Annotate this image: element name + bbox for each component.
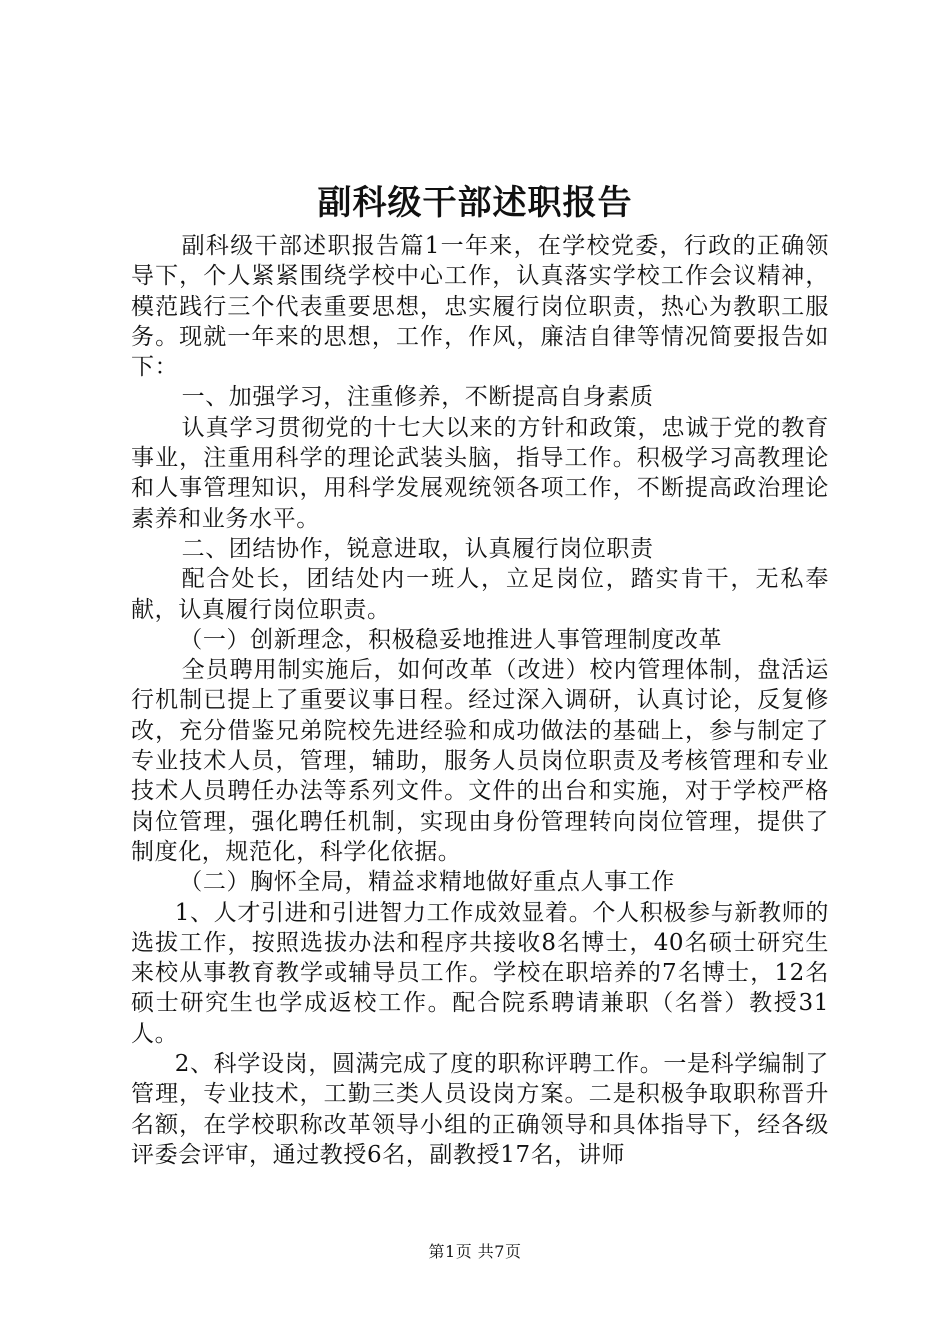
section-1-paragraph: 认真学习贯彻党的十七大以来的方针和政策，忠诚于党的教育事业，注重用科学的理论武装头脑，指导工作。积极学习高教理论和人事管理知识，用科学发展观统领各项工作，不断提高政治理论素养和业务水平。 xyxy=(131,414,829,532)
section-heading-2: 二、团结协作，锐意进取，认真履行岗位职责 xyxy=(181,535,654,562)
numbered-paragraph-1: 1、人才引进和引进智力工作成效显着。个人积极参与新教师的选拔工作，按照选拔办法和程序共接收8名博士，40名硕士研究生来校从事教育教学或辅导员工作。学校在职培养的7名博士，12名硕士研究生也学成返校工作。配合院系聘请兼职（名誉）教授31人。 xyxy=(131,899,829,1047)
section-2-paragraph: 配合处长，团结处内一班人，立足岗位，踏实肯干，无私奉献，认真履行岗位职责。 xyxy=(131,566,829,623)
intro-paragraph: 副科级干部述职报告篇1一年来，在学校党委，行政的正确领导下，个人紧紧围绕学校中心工作，认真落实学校工作会议精神，模范践行三个代表重要思想，忠实履行岗位职责，热心为教职工服务。现就一年来的思想，工作，作风，廉洁自律等情况简要报告如下： xyxy=(131,233,829,381)
subsection-heading-1: （一）创新理念，积极稳妥地推进人事管理制度改革 xyxy=(179,626,723,653)
document-title: 副科级干部述职报告 xyxy=(317,183,633,223)
section-heading-1: 一、加强学习，注重修养，不断提高自身素质 xyxy=(181,384,654,411)
document-body xyxy=(131,231,829,1170)
subsection-1-paragraph: 全员聘用制实施后，如何改革（改进）校内管理体制，盘活运行机制已提上了重要议事日程。经过深入调研，认真讨论，反复修改，充分借鉴兄弟院校先进经验和成功做法的基础上，参与制定了专业技术人员，管理，辅助，服务人员岗位职责及考核管理和专业技术人员聘任办法等系列文件。文件的出台和实施，对于学校严格岗位管理，强化聘任机制，实现由身份管理转向岗位管理，提供了制度化，规范化，科学化依据。 xyxy=(131,657,829,865)
page-footer: 第1页 共7页 xyxy=(428,1242,522,1261)
numbered-paragraph-2: 2、科学设岗，圆满完成了度的职称评聘工作。一是科学编制了管理，专业技术，工勤三类人员设岗方案。二是积极争取职称晋升名额，在学校职称改革领导小组的正确领导和具体指导下，经各级评委会评审，通过教授6名，副教授17名，讲师 xyxy=(131,1051,829,1168)
subsection-heading-2: （二）胸怀全局，精益求精地做好重点人事工作 xyxy=(179,869,675,896)
